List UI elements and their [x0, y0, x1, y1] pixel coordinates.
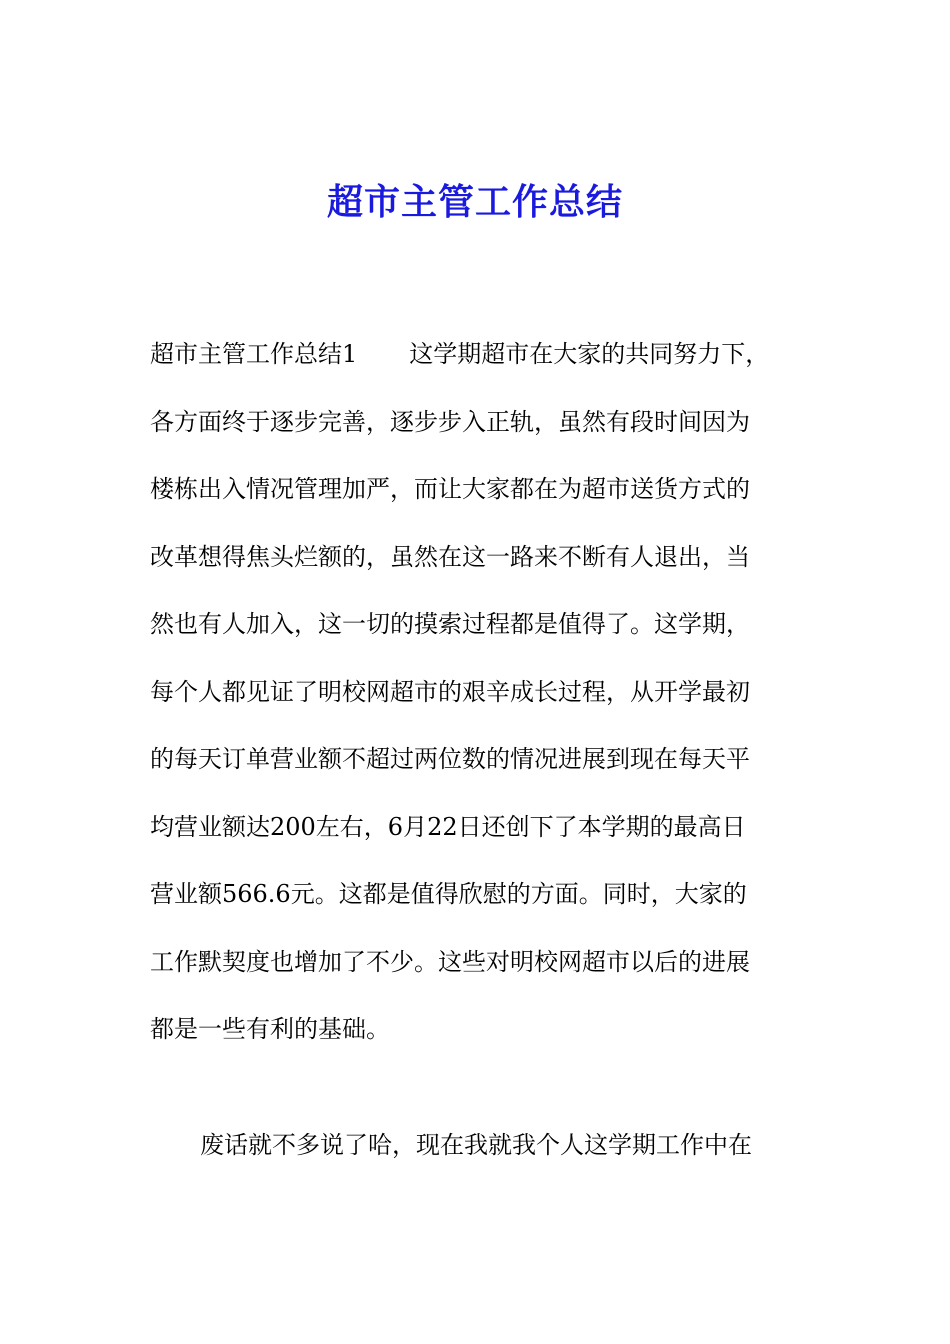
section-heading: 超市主管工作总结1: [150, 340, 358, 368]
paragraph-spacer: [150, 1069, 798, 1117]
paragraph-line: [150, 326, 798, 394]
document-title: 超市主管工作总结: [326, 181, 623, 223]
paragraph-text: 这学期超市在大家的共同努力下，: [409, 340, 770, 368]
paragraph-line: 然也有人加入，这一切的摸索过程都是值得了。这学期，: [150, 610, 750, 638]
paragraph-line: 废话就不多说了哈，现在我就我个人这学期工作中在: [200, 1130, 752, 1159]
paragraph-line: 都是一些有利的基础。: [150, 1015, 390, 1043]
paragraph-line: 改革想得焦头烂额的，虽然在这一路来不断有人退出，当: [150, 542, 750, 571]
document-body: [150, 326, 798, 1184]
paragraph-line: 均营业额达200左右，6月22日还创下了本学期的最高日: [150, 812, 746, 841]
paragraph-line: 营业额566.6元。这都是值得欣慰的方面。同时，大家的: [150, 880, 747, 908]
paragraph-line: 工作默契度也增加了不少。这些对明校网超市以后的进展: [150, 947, 750, 976]
paragraph-line: 每个人都见证了明校网超市的艰辛成长过程，从开学最初: [150, 677, 750, 706]
paragraph-line: 各方面终于逐步完善，逐步步入正轨，虽然有段时间因为: [150, 407, 750, 436]
paragraph-line: 的每天订单营业额不超过两位数的情况进展到现在每天平: [150, 745, 750, 773]
paragraph-line: 楼栋出入情况管理加严，而让大家都在为超市送货方式的: [150, 475, 750, 503]
